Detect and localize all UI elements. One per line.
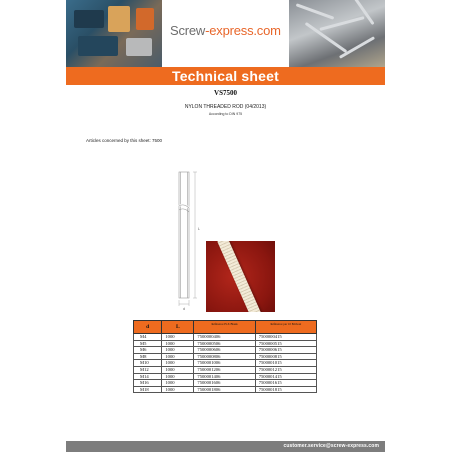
cell-l: 1000	[162, 353, 194, 360]
cell-ref-blank: 7500000806	[194, 353, 255, 360]
cell-ref-blank: 7500000506	[194, 340, 255, 347]
cell-l: 1000	[162, 334, 194, 341]
logo-text-prefix: Screw	[170, 23, 206, 38]
cell-d: M14	[134, 373, 162, 380]
header	[66, 0, 385, 67]
technical-sheet-page	[66, 0, 385, 452]
cell-ref-blank: 7500001806	[194, 386, 255, 393]
header-photo-tools	[66, 0, 162, 67]
logo-text-suffix: -express.com	[205, 23, 281, 38]
header-ref-blank: Référence H-X Blank	[194, 321, 255, 334]
table-row	[134, 373, 317, 380]
footer	[66, 441, 385, 452]
cell-l: 1000	[162, 347, 194, 354]
cell-ref-blank: 7500001006	[194, 360, 255, 367]
table-row	[134, 340, 317, 347]
cell-ref-embout: 7500000815	[255, 353, 316, 360]
cell-ref-blank: 7500001206	[194, 366, 255, 373]
document-subtitle: According to DIN 975	[208, 112, 243, 116]
cell-l: 1000	[162, 373, 194, 380]
cell-d: M4	[134, 334, 162, 341]
cell-l: 1000	[162, 340, 194, 347]
cell-l: 1000	[162, 386, 194, 393]
threaded-rod-drawing	[171, 170, 211, 310]
cell-ref-embout: 7500001015	[255, 360, 316, 367]
table-row	[134, 347, 317, 354]
cell-d: M16	[134, 380, 162, 387]
table-row	[134, 380, 317, 387]
cell-ref-embout: 7500001415	[255, 373, 316, 380]
cell-ref-embout: 7500001815	[255, 386, 316, 393]
table-row	[134, 334, 317, 341]
customer-service-email[interactable]: customer.service@screw-express.com	[283, 443, 379, 449]
articles-concerned: Articles concerned by this sheet: 7500	[86, 138, 163, 143]
reference-code: VS7500	[214, 89, 237, 97]
cell-d: M6	[134, 347, 162, 354]
cell-ref-embout: 7500000415	[255, 334, 316, 341]
cell-d: M12	[134, 366, 162, 373]
cell-l: 1000	[162, 380, 194, 387]
nylon-rod-photo	[206, 241, 275, 312]
specification-table	[133, 320, 317, 393]
cell-l: 1000	[162, 360, 194, 367]
cell-ref-blank: 7500000606	[194, 347, 255, 354]
header-photo-screws	[289, 0, 385, 67]
cell-ref-blank: 7500001606	[194, 380, 255, 387]
table-row	[134, 386, 317, 393]
dim-diameter-label: d	[183, 307, 185, 310]
technical-sheet-banner	[66, 67, 385, 85]
header-ref-embout: Référence par 10 Embout	[255, 321, 316, 334]
banner-title: Technical sheet	[171, 68, 279, 84]
table-row	[134, 360, 317, 367]
cell-l: 1000	[162, 366, 194, 373]
cell-d: M8	[134, 353, 162, 360]
cell-d: M10	[134, 360, 162, 367]
cell-d: M18	[134, 386, 162, 393]
cell-ref-blank: 7500001406	[194, 373, 255, 380]
screw-express-logo[interactable]	[170, 23, 281, 38]
header-l: L	[162, 321, 194, 334]
cell-ref-embout: 7500000615	[255, 347, 316, 354]
rod-image	[217, 241, 262, 312]
cell-ref-embout: 7500001615	[255, 380, 316, 387]
header-d: d	[134, 321, 162, 334]
table-header-row	[134, 321, 317, 334]
cell-ref-blank: 7500000406	[194, 334, 255, 341]
cell-d: M5	[134, 340, 162, 347]
table-row	[134, 353, 317, 360]
document-title: NYLON THREADED ROD (04/2013)	[184, 104, 267, 110]
dim-length-label: L	[198, 227, 200, 231]
cell-ref-embout: 7500000515	[255, 340, 316, 347]
table-row	[134, 366, 317, 373]
logo-area	[162, 0, 289, 67]
cell-ref-embout: 7500001215	[255, 366, 316, 373]
